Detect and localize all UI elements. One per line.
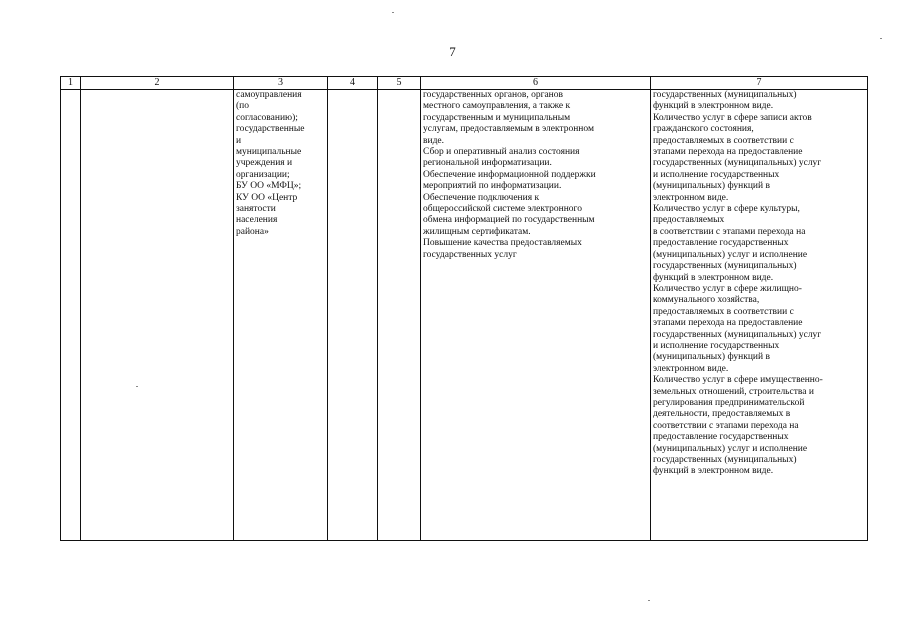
cell-executors-text: самоуправления (по согласованию); государственные и муниципальные учреждения и организации; БУ ОО «МФЦ»; КУ ОО «Центр занятости населения района» [236,90,305,237]
document-table [60,76,868,541]
scan-speck [136,386,138,387]
column-header-1: 1 [61,77,81,90]
column-header-4: 4 [328,77,378,90]
cell-col4 [328,90,378,541]
table-row [61,90,868,541]
cell-col5 [378,90,421,541]
cell-col1 [61,90,81,541]
cell-results [421,90,651,541]
page-number: 7 [449,44,456,59]
cell-col2 [81,90,234,541]
scan-speck [648,600,650,601]
scan-speck [392,12,394,13]
column-header-5: 5 [378,77,421,90]
cell-indicators-text: государственных (муниципальных) функций в электронном виде. Количество услуг в сфере записи актов гражданского состояния, предоставляемых в соответствии с этапами перехода на предоставление государственных (муниципальных) услуг и исполнение государственных (муниципальных) функций в электронном виде. Количество услуг в сфере культуры, предоставляемых в соответствии с этапами перехода на предоставление государственных (муниципальных) услуг и исполнение государственных (муниципальных) функций в электронном виде. Количество услуг в сфере жилищно- коммунального хозяйства, предоставляемых в соответствии с этапами перехода на предоставление государственных (муниципальных) услуг и исполнение государственных (муниципальных) функций в электронном виде. Количество услуг в сфере имущественно- земельных отношений, строительства и регулирования предпринимательской деятельности, предоставляемых в соответствии с этапами перехода на предоставление государственных (муниципальных) услуг и исполнение государственных (муниципальных) функций в электронном виде. [653,90,823,477]
column-header-3: 3 [234,77,328,90]
column-header-6: 6 [421,77,651,90]
table-header-row [61,77,868,90]
cell-executors [234,90,328,541]
scan-speck [880,38,882,39]
column-header-2: 2 [81,77,234,90]
cell-results-text: государственных органов, органов местного самоуправления, а также к государственным и муниципальным услугам, предоставляемым в электронном виде. Сбор и оперативный анализ состояния региональной информатизации. Обеспечение информационной поддержки мероприятий по информатизации. Обеспечение подключения к общероссийской системе электронного обмена информацией по государственным жилищным сертификатам. Повышение качества предоставляемых государственных услуг [423,90,596,260]
column-header-7: 7 [651,77,868,90]
cell-indicators [651,90,868,541]
